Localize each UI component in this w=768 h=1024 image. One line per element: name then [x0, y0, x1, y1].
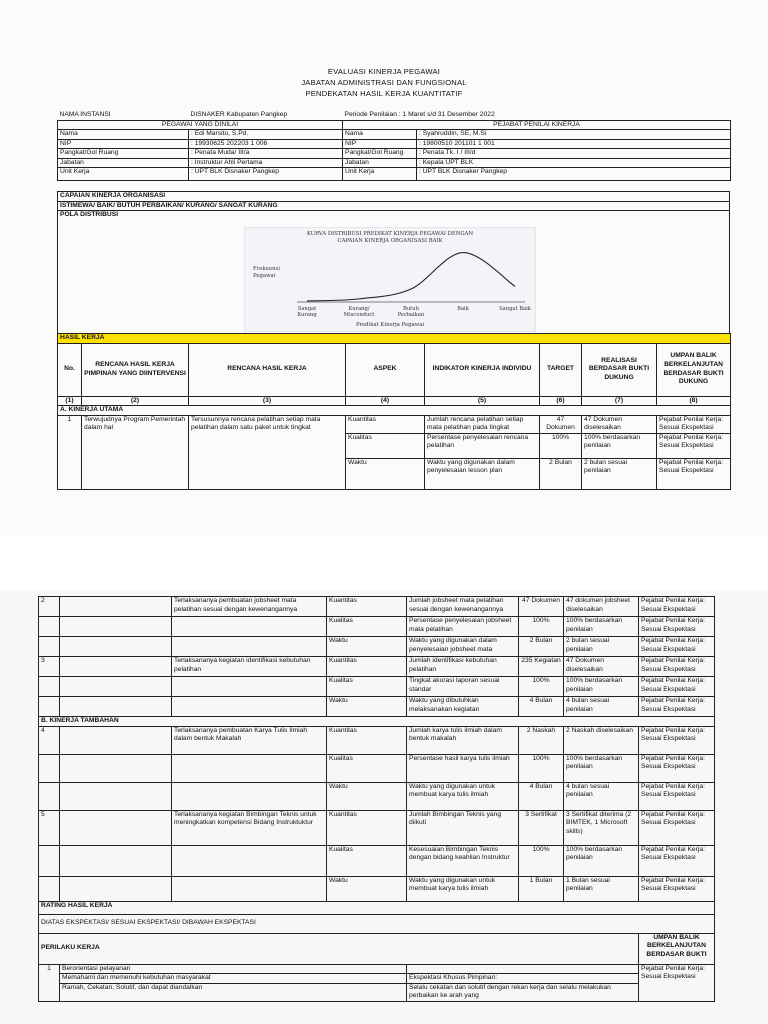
- realisasi-cell: 100% berdasarkan penilaian: [564, 754, 639, 782]
- header-umpan-balik: UMPAN BALIK BERKELANJUTAN BERDASAR BUKTI DUKUNG: [657, 343, 731, 396]
- aspek-cell: Kuantitas: [346, 415, 425, 433]
- chart-category-label: Misconduct: [343, 312, 375, 318]
- target-cell: 2 Bulan: [540, 458, 582, 489]
- row-number: [39, 782, 60, 810]
- target-cell: 47 Dokumen: [519, 597, 564, 617]
- instansi-label: NAMA INSTANSI: [59, 111, 111, 118]
- row-number: [39, 677, 60, 697]
- target-cell: 235 Kegiatan: [519, 657, 564, 677]
- realisasi-cell: 2 bulan sesuai penilaian: [582, 458, 657, 489]
- perilaku-row: [39, 964, 715, 974]
- aspek-cell: Kualitas: [327, 845, 407, 876]
- section-row: [58, 406, 731, 416]
- table-row: [39, 677, 715, 697]
- indikator-cell: Jumlah karya tulis ilmiah dalam bentuk makalah: [407, 726, 519, 754]
- umpan-balik-cell: Pejabat Penilai Kerja: Sesuai Ekspektasi: [639, 782, 715, 810]
- header-indikator: INDIKATOR KINERJA INDIVIDU: [425, 343, 540, 396]
- indikator-cell: Waktu yang digunakan dalam penyelesaian jobsheet mata: [407, 637, 519, 657]
- aspek-cell: Kuantitas: [327, 726, 407, 754]
- rencana-cell: [172, 697, 327, 717]
- col-number: (8): [657, 396, 731, 406]
- row-number: [39, 845, 60, 876]
- identity-row: [58, 139, 731, 149]
- table-row: [39, 754, 715, 782]
- perilaku-row: [39, 983, 715, 1001]
- umpan-balik-cell: Pejabat Penilai Kerja: Sesuai Ekspektasi: [639, 754, 715, 782]
- indikator-cell: Waktu yang dibutuhkan melaksanakan kegiatan: [407, 697, 519, 717]
- table-row: [39, 845, 715, 876]
- chart-xlabel: Predikat Kinerja Pegawai: [355, 322, 425, 328]
- umpan-balik-cell: Pejabat Penilai Kerja: Sesuai Ekspektasi: [639, 810, 715, 845]
- umpan-balik-cell: Pejabat Penilai Kerja: Sesuai Ekspektasi: [639, 697, 715, 717]
- target-cell: 4 Bulan: [519, 782, 564, 810]
- indikator-cell: Tingkat akurasi laporan sesuai standar: [407, 677, 519, 697]
- rencana-cell: Tersusunnya rencana pelatihan setiap mata pelatihan dalam satu paket untuk tingkat: [189, 415, 346, 489]
- row-number: 3: [39, 657, 60, 677]
- ekspektasi-label: Ekspektasi Khusus Pimpinan:: [407, 974, 639, 984]
- target-cell: 47 Dokumen: [540, 415, 582, 433]
- perilaku-header-row: [39, 933, 715, 964]
- indikator-cell: Jumlah jobsheet mata pelatihan sesuai dengan kewenangannya: [407, 597, 519, 617]
- capaian-title: CAPAIAN KINERJA ORGANISASI: [58, 192, 730, 202]
- perilaku-title: PERILAKU KERJA: [39, 933, 639, 964]
- instansi-value: DISNAKER Kabupaten Pangkep: [190, 111, 288, 118]
- pejabat-label: NIP: [343, 139, 417, 149]
- target-cell: 100%: [519, 617, 564, 637]
- umpan-balik-cell: Pejabat Penilai Kerja: Sesuai Ekspektasi: [639, 964, 715, 1001]
- umpan-balik-cell: Pejabat Penilai Kerja: Sesuai Ekspektasi: [639, 726, 715, 754]
- realisasi-cell: 1 Bulan sesuai penilaian: [564, 876, 639, 901]
- row-number: 2: [39, 597, 60, 617]
- pejabat-label: Unit Kerja: [343, 168, 417, 181]
- header-realisasi: REALISASI BERDASAR BUKTI DUKUNG: [582, 343, 657, 396]
- umpan-balik-cell: Pejabat Penilai Kerja: Sesuai Ekspektasi: [639, 637, 715, 657]
- realisasi-cell: 2 bulan sesuai penilaian: [564, 637, 639, 657]
- pejabat-label: Nama: [343, 130, 417, 140]
- indikator-cell: Persentase penyelesaian jobsheet mata pelatihan: [407, 617, 519, 637]
- table-row: [39, 597, 715, 617]
- rencana-pimpinan-cell: [60, 845, 172, 876]
- pejabat-value: : Syahruddin, SE, M.Si: [417, 130, 731, 140]
- chart-ylabel-line-2: Pegawai: [253, 273, 276, 279]
- target-cell: 1 Bulan: [519, 876, 564, 901]
- row-number: 4: [39, 726, 60, 754]
- page-gap: [0, 535, 768, 590]
- indikator-cell: Jumlah rencana pelatihan setiap mata pelatihan pada tingkat: [425, 415, 540, 433]
- hasil-kerja-title-row: [58, 334, 731, 344]
- instansi-row: [58, 111, 731, 120]
- rencana-cell: Terlaksananya pembuatan Karya Tulis Ilmiah dalam bentuk Makalah: [172, 726, 327, 754]
- pejabat-value: : Kepala UPT BLK: [417, 158, 731, 168]
- column-number-row: [58, 396, 731, 406]
- realisasi-cell: 100% berdasarkan penilaian: [582, 433, 657, 458]
- pegawai-label: Pangkat/Gol Ruang: [58, 149, 189, 159]
- rencana-cell: [172, 637, 327, 657]
- hasil-kerja-table-continued: [38, 596, 715, 1002]
- umpan-balik-cell: Pejabat Penilai Kerja: Sesuai Ekspektasi: [639, 677, 715, 697]
- kinerja-utama-label: A. KINERJA UTAMA: [58, 406, 731, 416]
- target-cell: 4 Bulan: [519, 697, 564, 717]
- table-row: [39, 726, 715, 754]
- indikator-cell: Persentase hasil karya tulis ilmiah: [407, 754, 519, 782]
- identity-row: [58, 149, 731, 159]
- row-number: [39, 754, 60, 782]
- row-number: 1: [58, 415, 82, 489]
- umpan-balik-cell: Pejabat Penilai Kerja: Sesuai Ekspektasi: [657, 433, 731, 458]
- umpan-balik-cell: Pejabat Penilai Kerja: Sesuai Ekspektasi: [639, 657, 715, 677]
- pejabat-value: : 19800510 201101 1 001: [417, 139, 731, 149]
- col-number: (4): [346, 396, 425, 406]
- chart-title-line-1: KURVA DISTRIBUSI PREDIKAT KINERJA PEGAWAI DENGAN: [306, 231, 474, 237]
- realisasi-cell: 100% berdasarkan penilaian: [564, 845, 639, 876]
- realisasi-cell: 100% berdasarkan penilaian: [564, 677, 639, 697]
- section-row: [39, 717, 715, 727]
- table-row: [39, 782, 715, 810]
- umpan-balik-cell: Pejabat Penilai Kerja: Sesuai Ekspektasi: [657, 458, 731, 489]
- realisasi-cell: 4 bulan sesuai penilaian: [564, 697, 639, 717]
- rating-title-row: [39, 901, 715, 914]
- rencana-cell: [172, 677, 327, 697]
- pola-distribusi-label: POLA DISTRIBUSI: [58, 211, 730, 336]
- col-number: (6): [540, 396, 582, 406]
- document-page-2: [0, 590, 768, 1024]
- header-no: No.: [58, 343, 82, 396]
- aspek-cell: Waktu: [327, 876, 407, 901]
- col-number: (1): [58, 396, 82, 406]
- rencana-pimpinan-cell: [60, 697, 172, 717]
- chart-title-line-2: CAPAIAN KINERJA ORGANISASI BAIK: [337, 238, 443, 244]
- perilaku-umpan-header: UMPAN BALIK BERKELANJUTAN BERDASAR BUKTI: [639, 933, 715, 964]
- pegawai-label: NIP: [58, 139, 189, 149]
- umpan-balik-cell: Pejabat Penilai Kerja: Sesuai Ekspektasi: [639, 876, 715, 901]
- table-row: [39, 810, 715, 845]
- pegawai-value: : Edi Marsito, S.Pd.: [189, 130, 343, 140]
- row-number: 5: [39, 810, 60, 845]
- realisasi-cell: 3 Sertifikat diterima (2 BIMTEK, 1 Microsoft skills): [564, 810, 639, 845]
- umpan-balik-cell: Pejabat Penilai Kerja: Sesuai Ekspektasi: [657, 415, 731, 433]
- row-number: [39, 697, 60, 717]
- table-row: [39, 617, 715, 637]
- pejabat-value: : Penata Tk. I / III/d: [417, 149, 731, 159]
- target-cell: 100%: [540, 433, 582, 458]
- aspek-cell: Waktu: [346, 458, 425, 489]
- pegawai-label: Jabatan: [58, 158, 189, 168]
- pejabat-label: Pangkat/Gol Ruang: [343, 149, 417, 159]
- rating-options-row: [39, 914, 715, 933]
- perilaku-empty-cell: [407, 964, 639, 974]
- table-row: [39, 657, 715, 677]
- pegawai-label: Unit Kerja: [58, 168, 189, 181]
- rencana-pimpinan-cell: Terwujudnya Program Pemerintah dalam hal: [82, 415, 189, 489]
- rencana-pimpinan-cell: [60, 677, 172, 697]
- rencana-pimpinan-cell: [60, 597, 172, 617]
- col-number: (7): [582, 396, 657, 406]
- table-row: [58, 415, 731, 433]
- rencana-pimpinan-cell: [60, 810, 172, 845]
- pegawai-value: : UPT BLK Disnaker Pangkep: [189, 168, 343, 181]
- identity-table: [57, 111, 731, 181]
- realisasi-cell: 2 Naskah diselesaikan: [564, 726, 639, 754]
- pejabat-label: Jabatan: [343, 158, 417, 168]
- indikator-cell: Jumlah identifikasi kebutuhan pelatihan: [407, 657, 519, 677]
- perilaku-row: [39, 974, 715, 984]
- rencana-cell: [172, 845, 327, 876]
- row-number: 1: [39, 964, 60, 1001]
- rencana-cell: [172, 782, 327, 810]
- hasil-kerja-title: HASIL KERJA: [58, 334, 731, 344]
- umpan-balik-cell: Pejabat Penilai Kerja: Sesuai Ekspektasi: [639, 597, 715, 617]
- rencana-pimpinan-cell: [60, 876, 172, 901]
- rencana-pimpinan-cell: [60, 782, 172, 810]
- rating-options: DIATAS EKSPEKTASI/ SESUAI EKSPEKTASI/ DIBAWAH EKSPEKTASI: [39, 914, 715, 933]
- umpan-balik-cell: Pejabat Penilai Kerja: Sesuai Ekspektasi: [639, 617, 715, 637]
- realisasi-cell: 47 Dokumen diselesaikan: [564, 657, 639, 677]
- pegawai-title: PEGAWAI YANG DINILAI: [58, 120, 343, 130]
- pegawai-label: Nama: [58, 130, 189, 140]
- rencana-cell: Terlaksananya pembuatan jobsheet mata pelatihan sesuai dengan kewenangannya: [172, 597, 327, 617]
- pegawai-value: : 19930625 202203 1 006: [189, 139, 343, 149]
- periode-penilaian: Periode Penilaian : 1 Maret s/d 31 Desember 2022: [344, 111, 495, 118]
- pejabat-title: PEJABAT PENILAI KINERJA: [343, 120, 731, 130]
- rencana-cell: [172, 617, 327, 637]
- row-number: [39, 617, 60, 637]
- target-cell: 3 Sertifikat: [519, 810, 564, 845]
- aspek-cell: Kualitas: [327, 754, 407, 782]
- kinerja-tambahan-label: B. KINERJA TAMBAHAN: [39, 717, 715, 727]
- identity-row: [58, 158, 731, 168]
- chart-ylabel-line-1: Frekuensi: [253, 266, 280, 272]
- realisasi-cell: 47 Dokumen diselesaikan: [582, 415, 657, 433]
- aspek-cell: Kualitas: [327, 677, 407, 697]
- indikator-cell: Kesesuaian Bimbingan Teknis dengan bidang keahlian Instruktur: [407, 845, 519, 876]
- table-row: [39, 637, 715, 657]
- target-cell: 100%: [519, 845, 564, 876]
- col-number: (3): [189, 396, 346, 406]
- indikator-cell: Waktu yang digunakan untuk membuat karya tulis ilmiah: [407, 782, 519, 810]
- rencana-cell: [172, 754, 327, 782]
- umpan-balik-cell: Pejabat Penilai Kerja: Sesuai Ekspektasi: [639, 845, 715, 876]
- aspek-cell: Waktu: [327, 697, 407, 717]
- target-cell: 100%: [519, 754, 564, 782]
- rencana-pimpinan-cell: [60, 637, 172, 657]
- identity-header-row: [58, 120, 731, 130]
- perilaku-item: Memahami dan memenuhi kebutuhan masyarakat: [60, 974, 407, 984]
- rencana-cell: Terlaksananya kegiatan identifikasi kebutuhan pelatihan: [172, 657, 327, 677]
- chart-category-label: Kurang: [297, 312, 317, 318]
- realisasi-cell: 47 dokumen jobsheet diselesaikan: [564, 597, 639, 617]
- chart-category-label: Baik: [457, 306, 469, 312]
- chart-category-label: Perbaikan: [397, 312, 425, 318]
- document-title: EVALUASI KINERJA PEGAWAI: [327, 67, 441, 76]
- aspek-cell: Kuantitas: [327, 657, 407, 677]
- header-rencana-pimpinan: RENCANA HASIL KERJA PIMPINAN YANG DIINTERVENSI: [82, 343, 189, 396]
- aspek-cell: Kuantitas: [327, 810, 407, 845]
- aspek-cell: Waktu: [327, 637, 407, 657]
- document-subtitle-2: PENDEKATAN HASIL KERJA KUANTITATIF: [305, 89, 463, 98]
- realisasi-cell: 100% berdasarkan penilaian: [564, 617, 639, 637]
- table-row: [39, 876, 715, 901]
- document-subtitle-1: JABATAN ADMINISTRASI DAN FUNGSIONAL: [301, 78, 467, 87]
- rencana-pimpinan-cell: [60, 657, 172, 677]
- pejabat-value: : UPT BLK Disnaker Pangkep: [417, 168, 731, 181]
- chart-category-label: Kurang/: [348, 306, 370, 312]
- chart-category-label: Sangat Baik: [499, 306, 531, 312]
- capaian-options: ISTIMEWA/ BAIK/ BUTUH PERBAIKAN/ KURANG/ SANGAT KURANG: [58, 201, 730, 211]
- realisasi-cell: 4 bulan sesuai penilaian: [564, 782, 639, 810]
- identity-row: [58, 168, 731, 181]
- target-cell: 100%: [519, 677, 564, 697]
- chart-category-label: Butuh: [403, 306, 419, 312]
- rating-title: RATING HASIL KERJA: [39, 901, 715, 914]
- identity-row: [58, 130, 731, 140]
- header-rencana: RENCANA HASIL KERJA: [189, 343, 346, 396]
- row-number: [39, 637, 60, 657]
- rencana-pimpinan-cell: [60, 726, 172, 754]
- aspek-cell: Waktu: [327, 782, 407, 810]
- perilaku-item-title: Berorientasi pelayanan: [60, 964, 407, 974]
- col-number: (2): [82, 396, 189, 406]
- rencana-pimpinan-cell: [60, 617, 172, 637]
- aspek-cell: Kualitas: [327, 617, 407, 637]
- table-row: [39, 697, 715, 717]
- indikator-cell: Waktu yang digunakan untuk membuat karya tulis ilmiah: [407, 876, 519, 901]
- target-cell: 2 Bulan: [519, 637, 564, 657]
- target-cell: 2 Naskah: [519, 726, 564, 754]
- indikator-cell: Waktu yang digunakan dalam penyelesaian lesson plan: [425, 458, 540, 489]
- distribution-chart: [244, 227, 536, 332]
- col-number: (5): [425, 396, 540, 406]
- row-number: [39, 876, 60, 901]
- aspek-cell: Kualitas: [346, 433, 425, 458]
- hasil-kerja-table: [57, 333, 731, 490]
- aspek-cell: Kuantitas: [327, 597, 407, 617]
- rencana-cell: Terlaksananya kegiatan Bimbingan Teknis untuk meningkatkan kompetensi Bidang Instruktuktur: [172, 810, 327, 845]
- rencana-pimpinan-cell: [60, 754, 172, 782]
- hasil-header-row: [58, 343, 731, 396]
- ekspektasi-text: Selalu cekatan dan solutif dengan rekan kerja dan selalu melakukan perbaikan ke arah yang: [407, 983, 639, 1001]
- indikator-cell: Jumlah Bimbingan Teknis yang diikuti: [407, 810, 519, 845]
- pegawai-value: : Instruktur Ahli Pertama: [189, 158, 343, 168]
- rencana-cell: [172, 876, 327, 901]
- header-aspek: ASPEK: [346, 343, 425, 396]
- distribution-chart-svg: [245, 228, 535, 331]
- chart-category-label: Sangat: [297, 306, 317, 312]
- perilaku-item: Ramah, Cekatan, Solutif, dan dapat diandalkan: [60, 983, 407, 1001]
- pegawai-value: : Penata Muda/ III/a: [189, 149, 343, 159]
- indikator-cell: Persentase penyelesaian rencana pelatihan: [425, 433, 540, 458]
- distribution-curve: [307, 253, 515, 301]
- header-target: TARGET: [540, 343, 582, 396]
